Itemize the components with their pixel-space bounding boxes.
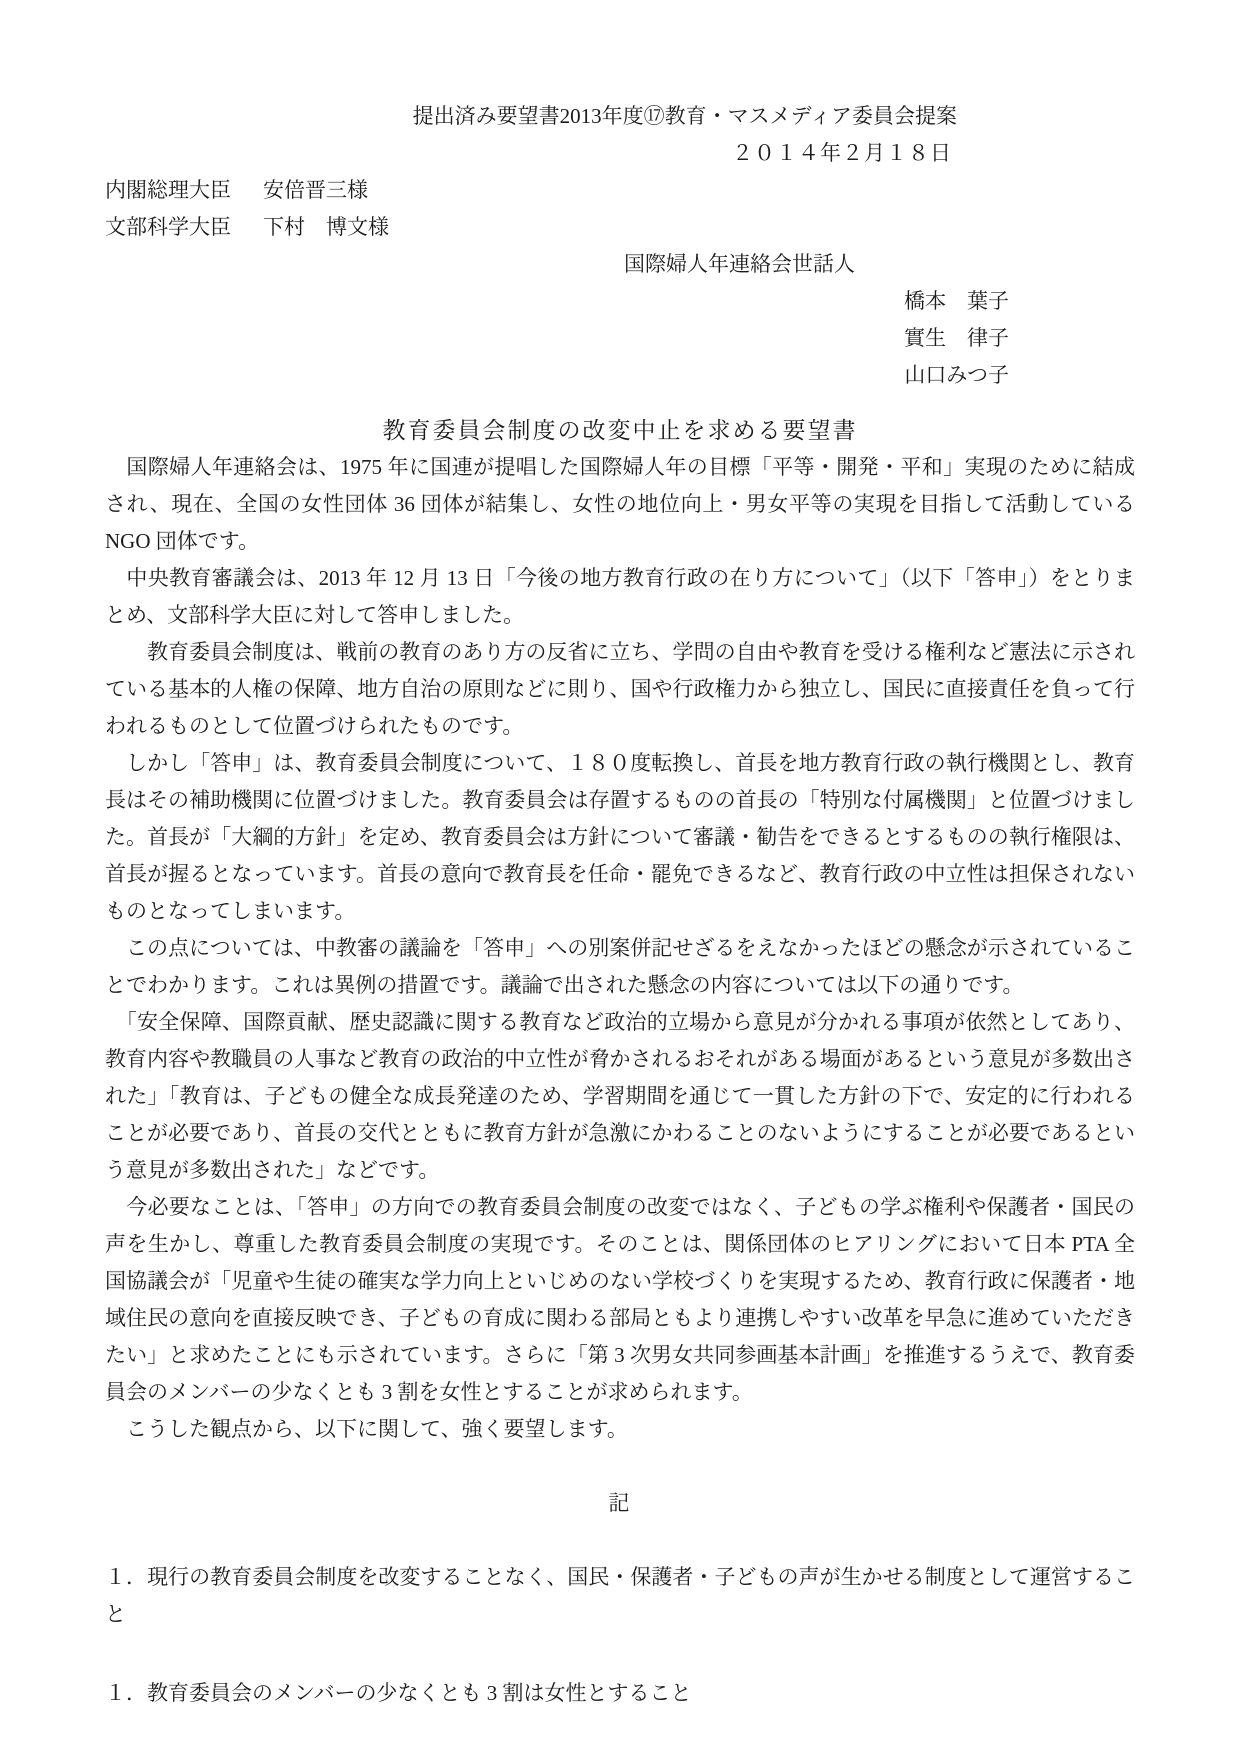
addressee-line-pm: [105, 172, 1135, 209]
request-number: １．: [105, 1565, 148, 1589]
sender-name: 山口みつ子: [904, 363, 1009, 387]
sender-organization: 国際婦人年連絡会世話人: [624, 252, 855, 276]
paragraph-quoted-opinions: 「安全保障、国際貢献、歴史認識に関する教育など政治的立場から意見が分かれる事項が依然としてあり、教育内容や教職員の人事など教育の政治的中立性が脅かされるおそれがある場面があるという意見が多数出された」「教育は、子どもの健全な成長発達のため、学習期間を通じて一貫した方針の下で、安定的に行われることが必要であり、首長の交代とともに教育方針が急激にかわることのないようにすることが必要であるという意見が多数出された」などです。: [105, 1010, 1135, 1182]
request-item-1: [105, 1559, 1135, 1633]
request-text: 教育委員会のメンバーの少なくとも 3 割は女性とすること: [147, 1681, 692, 1705]
document-date: ２０１４年２月１８日: [732, 141, 952, 165]
addressee-name: 安倍晋三様: [263, 178, 368, 202]
addressee-name: 下村 博文様: [263, 215, 389, 239]
sender-name: 實生 律子: [904, 326, 1009, 350]
paragraph-toshin: 中央教育審議会は、2013 年 12 月 13 日「今後の地方教育行政の在り方について」（以下「答申」）をとりまとめ、文部科学大臣に対して答申しました。: [105, 566, 1135, 627]
request-number: １．: [105, 1681, 147, 1705]
request-text: 現行の教育委員会制度を改変することなく、国民・保護者・子どもの声が生かせる制度として運営すること: [105, 1565, 1136, 1626]
record-marker: 記: [608, 1491, 632, 1515]
paragraph-concerns: この点については、中教審の議論を「答申」への別案併記せざるをえなかったほどの懸念が示されていることでわかります。これは異例の措置です。議論で出された懸念の内容については以下の通りです。: [105, 936, 1135, 997]
paragraph-what-is-needed: 今必要なことは、「答申」の方向での教育委員会制度の改変ではなく、子どもの学ぶ権利や保護者・国民の声を生かし、尊重した教育委員会制度の実現です。そのことは、関係団体のヒアリングにおいて日本 PTA 全国協議会が「児童や生徒の確実な学力向上といじめのない学校づくりを実現するため、教育行政に保護者・地域住民の意向を直接反映でき、子どもの育成に関わる部局ともより連携しやすい改革を早急に進めていただきたい」と求めたことにも示されています。さらに「第 3 次男女共同参画基本計画」を推進するうえで、教育委員会のメンバーの少なくとも 3 割を女性とすることが求められます。: [105, 1195, 1135, 1404]
request-item-2: [105, 1675, 1135, 1712]
addressee-line-mext: [105, 209, 1135, 246]
paragraph-system-history: 教育委員会制度は、戦前の教育のあり方の反省に立ち、学問の自由や教育を受ける権利など憲法に示されている基本的人権の保障、地方自治の原則などに則り、国や行政権力から独立し、国民に直接責任を負って行われるものとして位置づけられたものです。: [105, 640, 1135, 738]
paragraph-closing: こうした観点から、以下に関して、強く要望します。: [105, 1417, 628, 1441]
paragraph-intro: 国際婦人年連絡会は、1975 年に国連が提唱した国際婦人年の目標「平等・開発・平和」実現のために結成され、現在、全国の女性団体 36 団体が結集し、女性の地位向上・男女平等の実現を目指して活動している NGO 団体です。: [105, 455, 1135, 553]
addressee-title: 内閣総理大臣: [105, 178, 231, 202]
sender-name: 橋本 葉子: [904, 289, 1009, 313]
submission-note: 提出済み要望書2013年度⑰教育・マスメディア委員会提案: [412, 104, 957, 128]
addressee-title: 文部科学大臣: [105, 215, 231, 239]
paragraph-however: しかし「答申」は、教育委員会制度について、１８０度転換し、首長を地方教育行政の執行機関とし、教育長はその補助機関に位置づけました。教育委員会は存置するものの首長の「特別な付属機関」と位置づけました。首長が「大綱的方針」を定め、教育委員会は方針について審議・勧告をできるとするものの執行権限は、首長が握るとなっています。首長の意向で教育長を任命・罷免できるなど、教育行政の中立性は担保されないものとなってしまいます。: [105, 751, 1135, 923]
document-title: 教育委員会制度の改変中止を求める要望書: [382, 418, 858, 443]
